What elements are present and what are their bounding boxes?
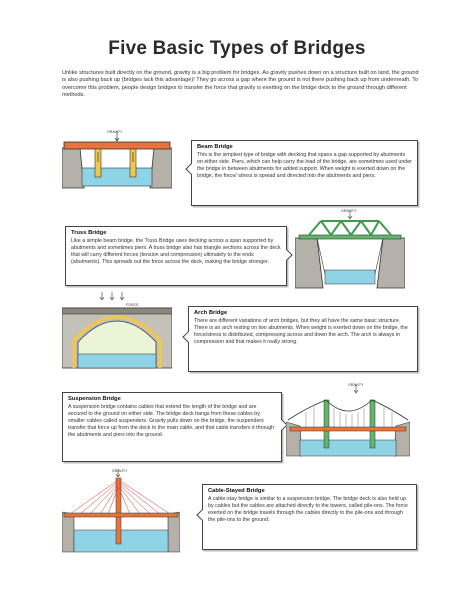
suspension-bridge-heading: Suspension Bridge <box>68 396 121 402</box>
truss-bridge-box <box>65 226 287 286</box>
suspension-bridge-illustration <box>286 382 410 462</box>
beam-bridge-heading: Beam Bridge <box>197 144 233 150</box>
beam-bridge-text: This is the simplest type of bridge with decking that spans a gap supported by abutments on either side. Piers, which can help carry the load of the bridge, are sometimes used under the bridge in between abutments for added support. When weight is exerted down on the bridge, the force/ stress is spread and directed into the abutments and piers. <box>197 152 412 180</box>
cable-stayed-bridge-box <box>202 484 417 550</box>
arch-bridge-box <box>188 306 418 372</box>
gravity-label: GRAVITY <box>107 130 123 134</box>
cable-stayed-bridge-illustration <box>62 468 180 556</box>
suspension-bridge-box <box>62 392 282 462</box>
gravity-label: GRAVITY <box>112 469 128 473</box>
cable-stayed-bridge-text: A cable-stay bridge is similar to a suspension bridge. The bridge deck is also held up by cables but the cables are attached directly to the towers, called pile-ons. The force exerted on the bridge travels through the cables directly to the pile-ons and through the pile-ons to the ground. <box>208 496 408 524</box>
beam-bridge-box <box>191 140 418 206</box>
force-label: FORCE <box>126 303 139 307</box>
arch-bridge-illustration <box>62 290 172 370</box>
gravity-label: GRAVITY <box>341 209 357 213</box>
page-title: Five Basic Types of Bridges <box>108 38 366 59</box>
truss-bridge-text: Like a simple beam bridge, the Truss Bridge uses decking across a span supported by abutments and sometimes piers. A truss bridge also has triangle sections across the deck that will carry different forces (tension and compression) ultimately to the ends (abutments). This spreads out the force across the deck, making the bridge stronger. <box>71 238 281 266</box>
gravity-label: GRAVITY <box>348 383 364 387</box>
cable-stayed-bridge-heading: Cable-Stayed Bridge <box>208 488 265 494</box>
arch-bridge-text: There are different variations of arch bridges, but they all have the same basic structure. There is an arch resting on two abutments. When weight is exerted down on the bridge, the force/stress is distributed, compressing across and down the arch. The arch is always in compression and that makes it really strong. <box>194 318 408 346</box>
truss-bridge-heading: Truss Bridge <box>71 230 107 236</box>
arch-bridge-heading: Arch Bridge <box>194 310 228 316</box>
truss-bridge-illustration <box>295 208 405 290</box>
suspension-bridge-text: A suspension bridge contains cables that extend the length of the bridge and are secured to the ground on either side. The bridge deck hangs from these cables by smaller cables called suspenders. Gravity pulls down on the bridge, the suspenders transfer that force up from the deck to the main cable, and that cable transfers it through the abutments and piers into the ground. <box>68 404 275 439</box>
intro-paragraph: Unlike structures built directly on the ground, gravity is a big problem for bridges. As gravity pushes down on a structure built on land, the ground is also pushing back up (bridges lack this advantage)! They go across a gap where the ground is not there pushing back up from underneath. To overcome this problem, people design bridges to transfer the force that gravity is exerting on the bridge deck to the ground through different methods. <box>62 70 419 99</box>
beam-bridge-illustration <box>62 128 172 190</box>
